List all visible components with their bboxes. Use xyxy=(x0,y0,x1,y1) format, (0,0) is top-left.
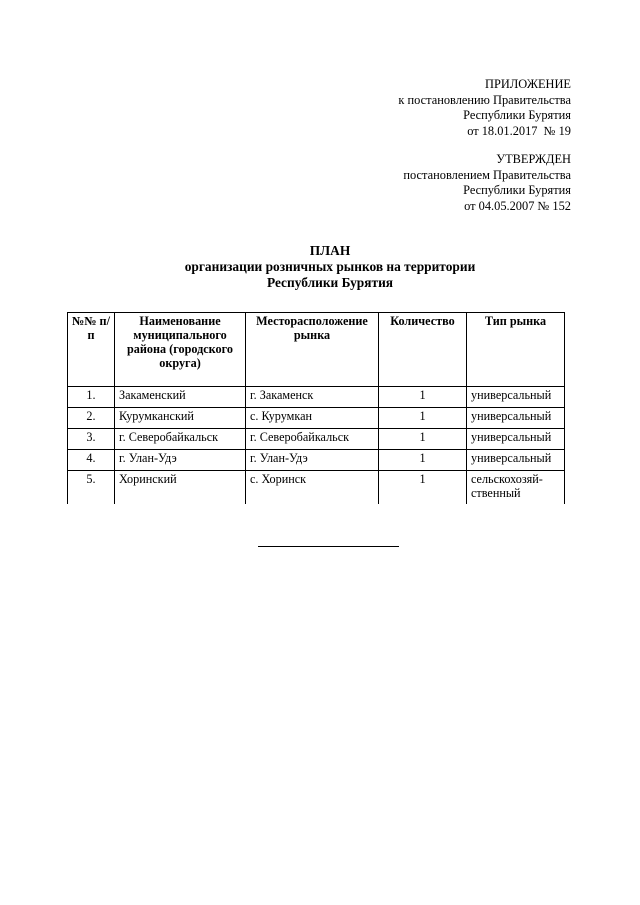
cell-market-type: универсальный xyxy=(467,429,565,450)
table-header-row xyxy=(68,313,565,387)
appendix-date: от 18.01.2017 № 19 xyxy=(467,123,571,138)
header-district: Наименование муниципального района (городского округа) xyxy=(115,313,246,387)
appendix-line: к постановлению Правительства xyxy=(398,92,571,107)
cell-district: Курумканский xyxy=(115,408,246,429)
document-title xyxy=(0,243,640,290)
cell-market-type: универсальный xyxy=(467,387,565,408)
title-subheading: Республики Бурятия xyxy=(266,274,394,290)
cell-location: г. Улан-Удэ xyxy=(246,450,379,471)
markets-table xyxy=(67,312,565,504)
cell-location: с. Курумкан xyxy=(246,408,379,429)
header-number: №№ п/п xyxy=(68,313,115,387)
cell-number: 2. xyxy=(68,408,115,429)
approved-block xyxy=(291,152,571,214)
cell-location: с. Хоринск xyxy=(246,471,379,505)
cell-quantity: 1 xyxy=(379,429,467,450)
cell-district: Закаменский xyxy=(115,387,246,408)
cell-quantity: 1 xyxy=(379,450,467,471)
approved-title: УТВЕРЖДЕН xyxy=(496,152,571,166)
cell-quantity: 1 xyxy=(379,408,467,429)
cell-market-type: сельскохозяй-ственный xyxy=(467,471,565,505)
cell-quantity: 1 xyxy=(379,387,467,408)
header-quantity: Количество xyxy=(379,313,467,387)
title-subheading: организации розничных рынков на территории xyxy=(184,258,476,274)
approved-line: постановлением Правительства xyxy=(403,167,571,182)
cell-market-type: универсальный xyxy=(467,408,565,429)
header-market-type: Тип рынка xyxy=(467,313,565,387)
approved-line: Республики Бурятия xyxy=(463,183,571,197)
approved-date: от 04.05.2007 № 152 xyxy=(464,198,571,213)
table-row xyxy=(68,387,565,408)
cell-quantity: 1 xyxy=(379,471,467,505)
cell-number: 1. xyxy=(68,387,115,408)
cell-location: г. Северобайкальск xyxy=(246,429,379,450)
appendix-block xyxy=(291,77,571,139)
table-row xyxy=(68,450,565,471)
table-row xyxy=(68,429,565,450)
end-divider xyxy=(258,546,399,547)
table-row xyxy=(68,408,565,429)
cell-market-type: универсальный xyxy=(467,450,565,471)
cell-number: 3. xyxy=(68,429,115,450)
appendix-title: ПРИЛОЖЕНИЕ xyxy=(485,77,571,91)
table-row xyxy=(68,471,565,505)
cell-district: г. Улан-Удэ xyxy=(115,450,246,471)
header-location: Месторасположение рынка xyxy=(246,313,379,387)
cell-district: Хоринский xyxy=(115,471,246,505)
cell-number: 4. xyxy=(68,450,115,471)
cell-district: г. Северобайкальск xyxy=(115,429,246,450)
cell-location: г. Закаменск xyxy=(246,387,379,408)
cell-number: 5. xyxy=(68,471,115,505)
title-heading: ПЛАН xyxy=(309,243,351,258)
appendix-line: Республики Бурятия xyxy=(463,108,571,122)
